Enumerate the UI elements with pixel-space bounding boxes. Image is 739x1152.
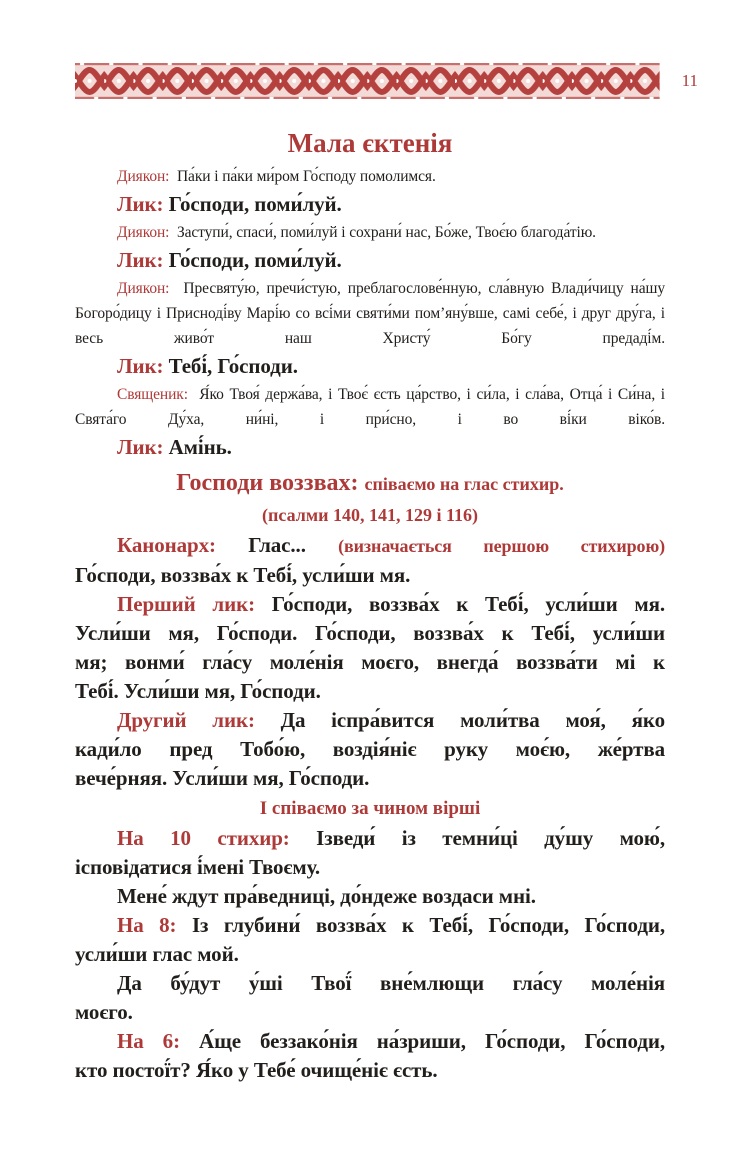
verse-da-budut-2 [75,998,665,1027]
page-number: 11 [681,71,698,90]
rubric-priest-seg: Я́ко Твоя́ держа́ва, і Твоє́ єсть ца́рство, і си́ла, і сла́ва, Отца́ і Си́на, і Свята́го Ду́ха, ни́ні, і при́сно, і во ві́ки віко́в. [75,386,665,428]
second-choir-line-3 [75,764,665,793]
rubric-deacon-3 [75,276,665,351]
rubric-deacon-2-seg: Диякон: [117,224,170,241]
na-8-line-2 [75,940,665,969]
na-8-line-1-seg: На 8: [117,913,192,937]
na-6-line-2 [75,1056,665,1085]
psalms-reference-seg: (псалми 140, 141, 129 і 116) [262,505,478,525]
choir-response-2-seg: Лик: [117,248,169,272]
verse-da-budut-1 [75,969,665,998]
na-6-line-1-seg: На 6: [117,1029,200,1053]
rubric-deacon-1 [75,164,665,189]
kanonarch-line-seg: (визначається першою стихирою) [338,536,666,556]
choir-response-3 [75,352,665,381]
na-8-line-1 [75,911,665,940]
na-8-line-1-seg: Із глубини́ воззва́х к Тебі́, Го́споди, Го́споди, [191,913,665,937]
verse-mene-zhdut-seg: Мене́ ждут пра́ведниці, до́ндеже воздаси мні. [117,884,536,908]
section-heading-hospody-vozzvakh-seg: співаємо на глас стихир. [364,474,564,494]
liturgical-text [75,126,665,1085]
first-choir-line-2 [75,619,665,648]
second-choir-line-2-seg: кади́ло пред Тобо́ю, воздія́ніє руку моє́ю, же́ртва [75,737,665,761]
kanonarch-line [75,531,665,561]
first-choir-line-1-seg: Го́споди, воззва́х к Тебі́, усли́ши мя. [271,592,665,616]
second-choir-line-1 [75,706,665,735]
choir-response-2-seg: Го́споди, поми́луй. [168,248,342,272]
choir-response-3-seg: Лик: [117,354,169,378]
rubric-deacon-2 [75,220,665,245]
rubric-deacon-3-seg: Пресвяту́ю, пречи́стую, преблагослове́нную, сла́вную Влади́чицу на́шу Богоро́дицу і Присноді́ву Марі́ю со всі́ми святи́ми пом’яну́вше, самі себе́, і друг дру́га, і весь живо́т наш Христу́ Бо́гу предаді́м. [75,280,665,347]
section-heading-hospody-vozzvakh-seg: Господи воззвах: [176,470,365,496]
verses-heading-seg: І співаємо за чином вірші [259,798,481,819]
choir-response-amen-seg: Амі́нь. [168,435,232,459]
na-8-line-2-seg: усли́ши глас мой. [75,942,239,966]
kanonarch-continuation [75,561,665,590]
rubric-deacon-3-seg: Диякон: [117,280,170,297]
kanonarch-continuation-seg: Го́споди, воззва́х к Тебі́, усли́ши мя. [75,563,411,587]
psalms-reference [75,502,665,528]
na-6-line-1-seg: А́ще беззако́нія на́зриши, Го́споди, Го́споди, [199,1029,665,1053]
first-choir-line-4-seg: Тебі́. Усли́ши мя, Го́споди. [75,679,321,703]
choir-response-amen [75,433,665,462]
page-title-seg: Мала єктенія [287,128,453,158]
kanonarch-line-seg: Канонарх: [117,533,249,557]
na-10-line-1 [75,824,665,853]
first-choir-line-3 [75,648,665,677]
page-title [75,126,665,160]
choir-response-amen-seg: Лик: [117,435,169,459]
rubric-deacon-1-seg: Па́ки і па́ки ми́ром Го́споду помолимся. [169,168,436,185]
na-10-line-1-seg: На 10 стихир: [117,826,317,850]
choir-response-3-seg: Тебі́, Го́споди. [168,354,298,378]
second-choir-line-1-seg: Другий лик: [117,708,281,732]
first-choir-line-4 [75,677,665,706]
verse-da-budut-1-seg: Да бу́дут у́ші Твої́ вне́млющи гла́су моле́нія [117,971,665,995]
first-choir-line-3-seg: мя; вонми́ гла́су моле́нія моєго, внегда́ воззва́ти мі к [75,650,665,674]
na-10-line-2-seg: ісповідатися і́мені Твоєму. [75,855,321,879]
na-10-line-1-seg: Ізведи́ із темни́ці ду́шу мою́, [316,826,666,850]
first-choir-line-1-seg: Перший лик: [117,592,272,616]
verse-mene-zhdut [75,882,665,911]
rubric-priest [75,382,665,432]
second-choir-line-2 [75,735,665,764]
first-choir-line-1 [75,590,665,619]
choir-response-2 [75,246,665,275]
na-6-line-2-seg: кто постої́т? Я́ко у Тебе́ очище́ніє єсть. [75,1058,438,1082]
page-header [75,62,739,100]
section-heading-hospody-vozzvakh [75,467,665,500]
choir-response-1-seg: Го́споди, поми́луй. [168,192,342,216]
rubric-priest-seg: Священик: [117,386,188,403]
choir-response-1-seg: Лик: [117,192,169,216]
second-choir-line-3-seg: вече́рняя. Усли́ши мя, Го́споди. [75,766,370,790]
kanonarch-line-seg: Глас... [248,533,339,557]
na-10-line-2 [75,853,665,882]
ornamental-braid-band [75,63,660,99]
verses-heading [75,795,665,822]
verse-da-budut-2-seg: моєго. [75,1000,133,1024]
rubric-deacon-1-seg: Диякон: [117,168,170,185]
na-6-line-1 [75,1027,665,1056]
choir-response-1 [75,190,665,219]
first-choir-line-2-seg: Усли́ши мя, Го́споди. Го́споди, воззва́х к Тебі́, усли́ши [75,621,665,645]
rubric-deacon-2-seg: Заступи́, спаси́, поми́луй і сохрани́ нас, Бо́же, Твоє́ю благода́тію. [169,224,596,241]
second-choir-line-1-seg: Да іспра́вится моли́тва моя́, я́ко [280,708,665,732]
